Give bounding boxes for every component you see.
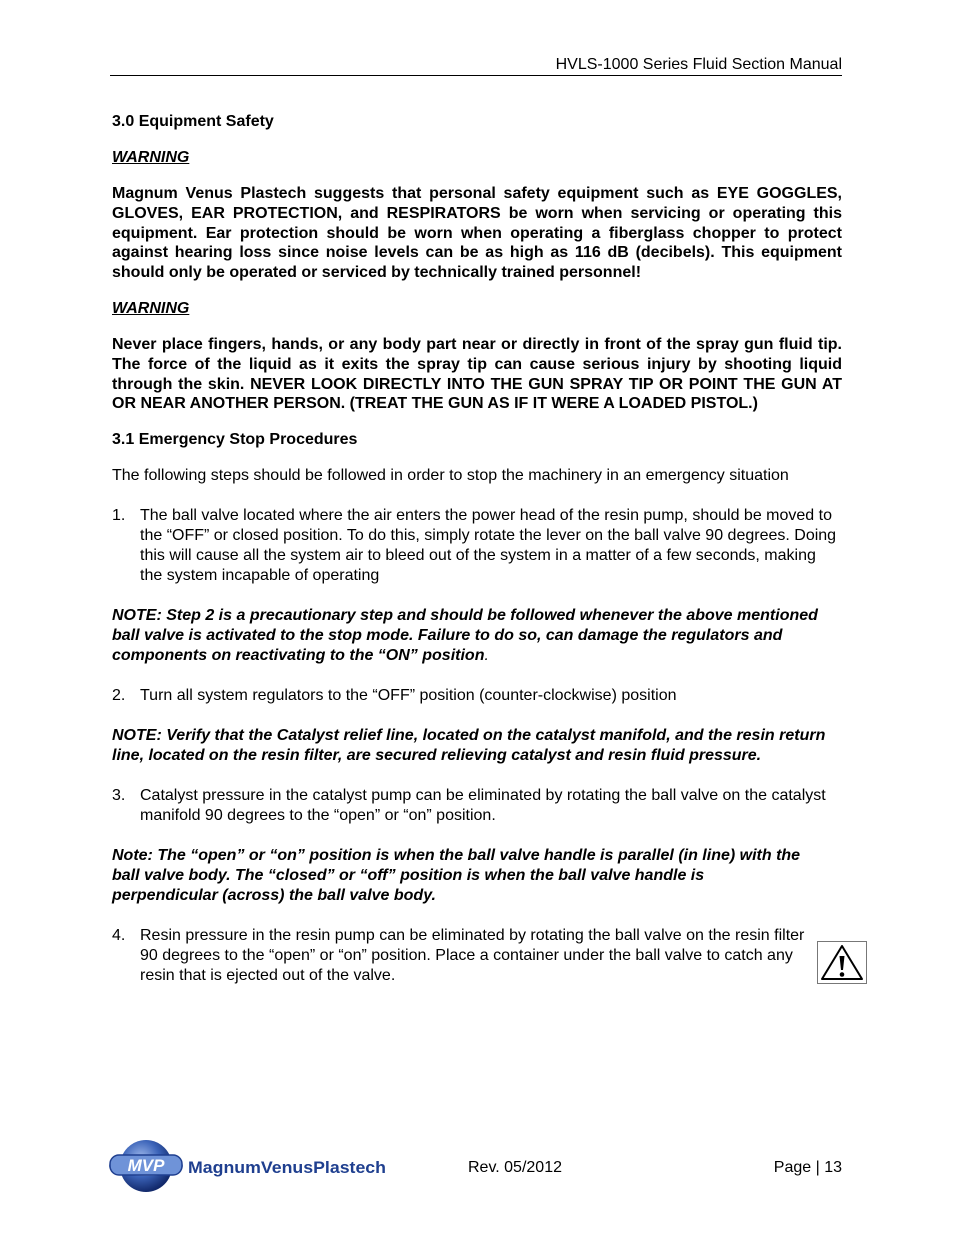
mvp-globe-logo xyxy=(108,1138,398,1194)
logo-badge-text: MVP xyxy=(127,1156,165,1175)
note-3: Note: The “open” or “on” position is when the ball valve handle is parallel (in line) with the ball valve body. The “closed” or “off” position is when the ball valve handle is perpendicular (across) the ball valve body. xyxy=(112,847,801,905)
footer-revision: Rev. 05/2012 xyxy=(468,1159,562,1176)
header-title: HVLS-1000 Series Fluid Section Manual xyxy=(555,56,842,73)
step-number: 2. xyxy=(112,687,126,705)
logo-wordmark: MagnumVenusPlastech xyxy=(188,1158,386,1177)
footer-page-number: Page | 13 xyxy=(773,1159,842,1176)
intro-paragraph: The following steps should be followed in order to stop the machinery in an emergency situation xyxy=(112,467,789,485)
note-2: NOTE: Verify that the Catalyst relief line, located on the catalyst manifold, and the resin return line, located on the resin filter, are secured relieving catalyst and resin fluid pressure. xyxy=(112,727,826,765)
step-3 xyxy=(112,786,842,826)
step-1 xyxy=(112,506,842,586)
section-heading-3-0: 3.0 Equipment Safety xyxy=(112,113,274,130)
step-number: 3. xyxy=(112,787,126,805)
warning-label-1: WARNING xyxy=(112,149,190,166)
step-4 xyxy=(112,926,816,986)
step-2 xyxy=(112,686,842,706)
step-text: Resin pressure in the resin pump can be eliminated by rotating the ball valve on the resin filter 90 degrees to the “open” or “on” position. Place a container under the ball valve to catch any resin that is ejected out of the valve. xyxy=(140,927,805,985)
note-1 xyxy=(112,606,842,666)
header-rule xyxy=(110,75,842,76)
section-heading-3-1: 3.1 Emergency Stop Procedures xyxy=(112,431,358,449)
page-content xyxy=(112,112,842,1006)
step-number: 1. xyxy=(112,507,126,525)
step-number: 4. xyxy=(112,927,126,945)
warning-triangle-svg xyxy=(818,942,866,983)
note-tail: . xyxy=(484,647,489,665)
step-text: Catalyst pressure in the catalyst pump can be eliminated by rotating the ball valve on the catalyst manifold 90 degrees to the “open” or “on” position. xyxy=(140,787,826,825)
warning-text-2: Never place fingers, hands, or any body part near or directly in front of the spray gun fluid tip. The force of the liquid as it exits the spray tip can cause serious injury by shooting liquid through the skin. NEVER LOOK DIRECTLY INTO THE GUN SPRAY TIP OR POINT THE GUN AT OR NEAR ANOTHER PERSON. (TREAT THE GUN AS IF IT WERE A LOADED PISTOL.) xyxy=(112,335,842,413)
step-text: Turn all system regulators to the “OFF” position (counter-clockwise) position xyxy=(140,687,677,705)
step-text: The ball valve located where the air enters the power head of the resin pump, should be moved to the “OFF” or closed position. To do this, simply rotate the lever on the ball valve 90 degrees. Doing this will cause all the system air to bleed out of the system in a matter of a few seconds, making the system incapable of operating xyxy=(140,507,837,585)
warning-text-1: Magnum Venus Plastech suggests that personal safety equipment such as EYE GOGGLES, GLOVES, EAR PROTECTION, and RESPIRATORS be worn when servicing or operating this equipment. Ear protection should be worn when operating a fiberglass chopper to protect against hearing loss since noise levels can be as high as 116 dB (decibels). This equipment should only be operated or serviced by technically trained personnel! xyxy=(112,185,842,282)
warning-triangle-icon xyxy=(817,941,867,984)
note-text: NOTE: Step 2 is a precautionary step and should be followed whenever the above mentioned ball valve is activated to the stop mode. Failure to do so, can damage the regulators and components on reactivating to the “ON” position xyxy=(112,607,818,665)
warning-label-2: WARNING xyxy=(112,299,190,317)
company-logo xyxy=(108,1138,398,1194)
